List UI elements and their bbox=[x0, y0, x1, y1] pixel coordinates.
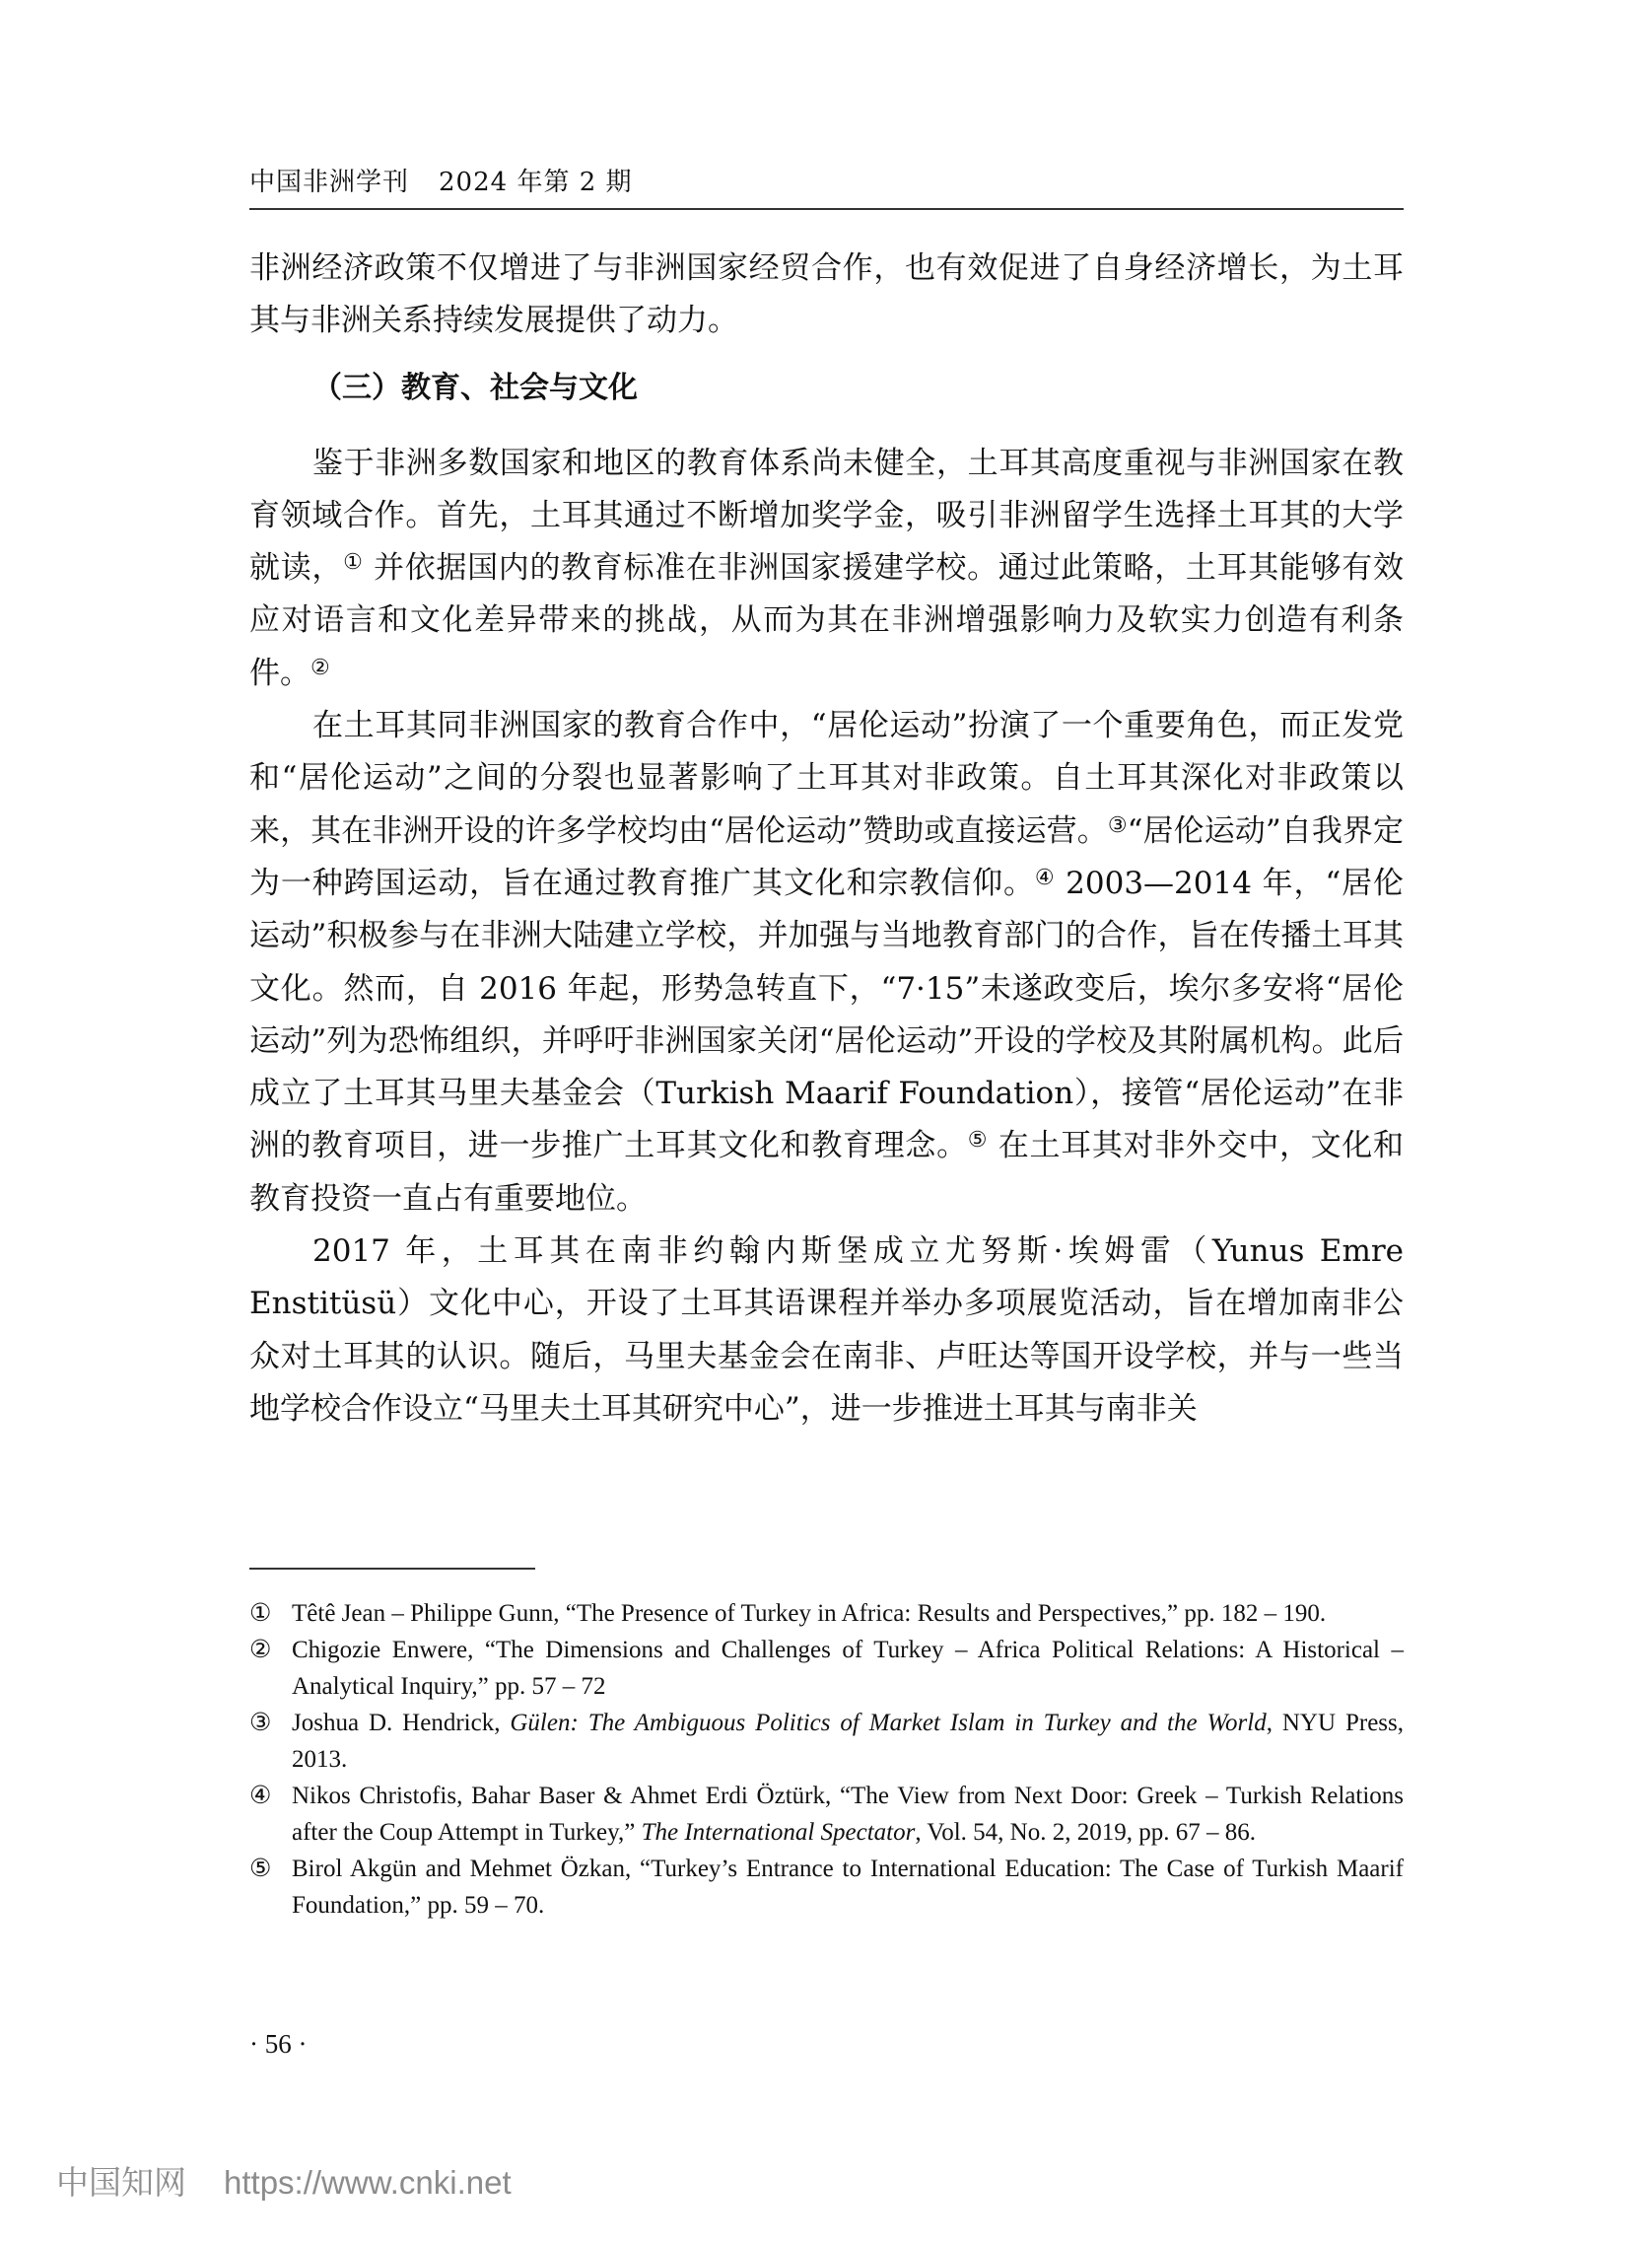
journal-title: 中国非洲学刊 bbox=[249, 168, 410, 197]
footnote-number: ⑤ bbox=[249, 1856, 272, 1882]
cnki-watermark bbox=[56, 2157, 512, 2204]
footnote-marker[interactable]: ② bbox=[310, 655, 330, 680]
footnote-number: ④ bbox=[249, 1783, 272, 1809]
footnote bbox=[249, 1595, 1404, 1632]
paragraph-text: 2017 年，土耳其在南非约翰内斯堡成立尤努斯·埃姆雷（Yunus Emre Enstitüsü）文化中心，开设了土耳其语课程并举办多项展览活动，旨在增加南非公众对土耳其的认识。随后，马里夫基金会在南非、卢旺达等国开设学校，并与一些当地学校合作设立“马里夫土耳其研究中心”，进一步推进土耳其与南非关 bbox=[249, 1233, 1404, 1427]
footnote-text: Têtê Jean – Philippe Gunn, “The Presence of Turkey in Africa: Results and Perspectives,” pp. 182 – 190. bbox=[292, 1600, 1327, 1627]
footnote-text: Joshua D. Hendrick, bbox=[292, 1710, 511, 1736]
section-heading: （三）教育、社会与文化 bbox=[312, 370, 638, 405]
footnote bbox=[249, 1632, 1404, 1705]
footnote-text: , NYU Press, 2013. bbox=[292, 1710, 1404, 1773]
footnote bbox=[249, 1705, 1404, 1778]
footnotes bbox=[249, 1595, 1404, 1924]
footnote-marker[interactable]: ③ bbox=[1107, 812, 1128, 838]
paragraphs bbox=[249, 438, 1404, 1437]
body-text bbox=[249, 243, 1404, 1436]
paragraph-text: 在土耳其对非外交中，文化和教育投资一直占有重要地位。 bbox=[249, 1128, 1404, 1217]
body-paragraph bbox=[249, 700, 1404, 1226]
footnote-number: ① bbox=[249, 1600, 272, 1627]
paragraph-text: “居伦运动”自我界定为一种跨国运动，旨在通过教育推广其文化和宗教信仰。 bbox=[249, 812, 1404, 901]
footnote-title-italic: The International Spectator bbox=[641, 1819, 916, 1846]
paragraph-text: 2003—2014 年，“居伦运动”积极参与在非洲大陆建立学校，并加强与当地教育部门的合作，旨在传播土耳其文化。然而，自 2016 年起，形势急转直下，“7·15”未遂政变后，埃尔多安将“居伦运动”列为恐怖组织，并呼吁非洲国家关闭“居伦运动”开设的学校及其附属机构。此后成立了土耳其马里夫基金会（Turkish Maarif Foundation），接管“居伦运动”在非洲的教育项目，进一步推广土耳其文化和教育理念。 bbox=[249, 865, 1404, 1164]
running-header bbox=[249, 162, 633, 198]
page-number: · 56 · bbox=[249, 2029, 308, 2059]
body-paragraph bbox=[249, 438, 1404, 700]
footnote-text: Birol Akgün and Mehmet Özkan, “Turkey’s Entrance to International Education: The Case of Turkish Maarif Foundation,” pp. 59 – 70. bbox=[292, 1856, 1404, 1919]
footnote-number: ② bbox=[249, 1637, 272, 1663]
watermark-brand: 中国知网 bbox=[56, 2163, 186, 2202]
footnote-marker[interactable]: ④ bbox=[1034, 865, 1056, 890]
footnote-rule bbox=[249, 1568, 535, 1570]
body-paragraph bbox=[249, 1226, 1404, 1436]
footnote bbox=[249, 1851, 1404, 1924]
footnote bbox=[249, 1778, 1404, 1851]
continuation-paragraph: 非洲经济政策不仅增进了与非洲国家经贸合作，也有效促进了自身经济增长，为土耳其与非洲关系持续发展提供了动力。 bbox=[249, 250, 1404, 339]
footnote-marker[interactable]: ⑤ bbox=[967, 1128, 989, 1154]
paragraph-text: 鉴于非洲多数国家和地区的教育体系尚未健全，土耳其高度重视与非洲国家在教育领域合作。首先，土耳其通过不断增加奖学金，吸引非洲留学生选择土耳其的大学就读， bbox=[249, 445, 1404, 587]
paragraph-text: 在土耳其同非洲国家的教育合作中，“居伦运动”扮演了一个重要角色，而正发党和“居伦运动”之间的分裂也显著影响了土耳其对非政策。自土耳其深化对非政策以来，其在非洲开设的许多学校均由“居伦运动”赞助或直接运营。 bbox=[249, 708, 1404, 849]
header-rule bbox=[249, 208, 1404, 210]
footnote-text: Chigozie Enwere, “The Dimensions and Challenges of Turkey – Africa Political Relations: A Historical – Analytical Inquiry,” pp. 57 – 72 bbox=[292, 1637, 1404, 1700]
watermark-url[interactable]: https://www.cnki.net bbox=[224, 2164, 512, 2201]
footnote-title-italic: Gülen: The Ambiguous Politics of Market Islam in Turkey and the World bbox=[510, 1710, 1267, 1736]
footnote-marker[interactable]: ① bbox=[343, 550, 364, 576]
footnote-text: , Vol. 54, No. 2, 2019, pp. 67 – 86. bbox=[915, 1819, 1256, 1846]
footnote-number: ③ bbox=[249, 1710, 272, 1736]
paragraph-text: 并依据国内的教育标准在非洲国家援建学校。通过此策略，土耳其能够有效应对语言和文化差异带来的挑战，从而为其在非洲增强影响力及软实力创造有利条件。 bbox=[249, 550, 1404, 691]
issue-label: 2024 年第 2 期 bbox=[439, 168, 633, 197]
footnote-text: Nikos Christofis, Bahar Baser & Ahmet Erdi Öztürk, “The View from Next Door: Greek – Turkish Relations after the Coup Attempt in Turkey,” bbox=[292, 1783, 1404, 1846]
